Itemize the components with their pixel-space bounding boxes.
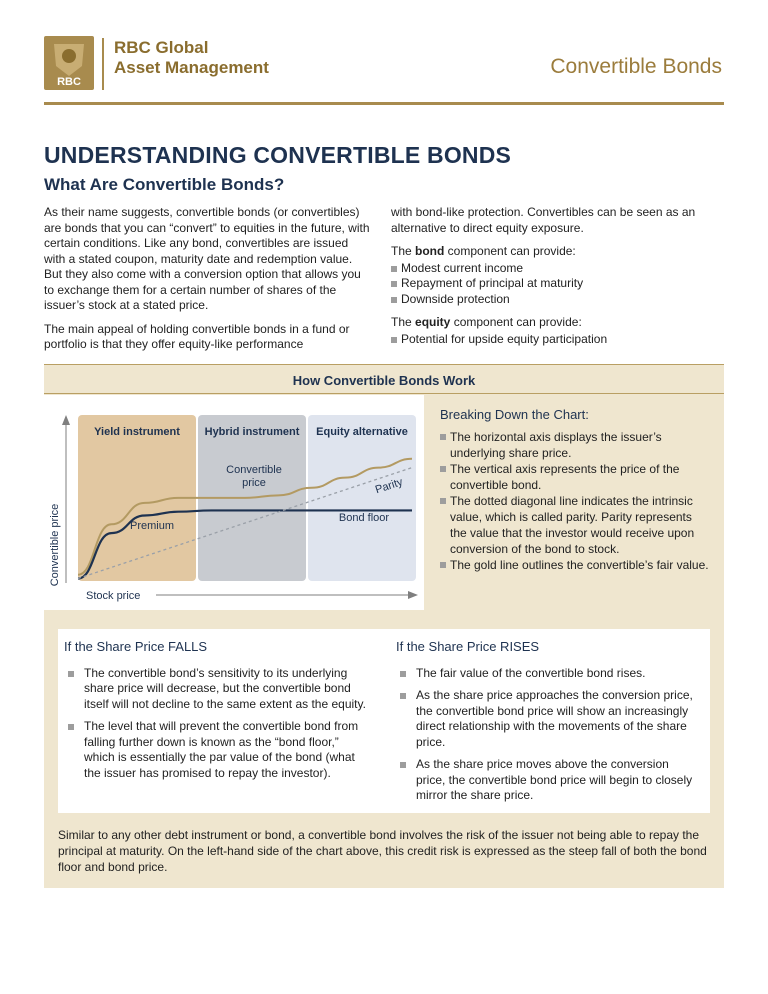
list-item: The convertible bond’s sensitivity to its underlying share price will decrease, but the convertible bond itself will not decline to the same extent as the equity. <box>64 666 369 713</box>
region-equity-alternative <box>308 415 416 581</box>
rbc-logo <box>44 36 94 90</box>
scenarios-box <box>58 629 710 813</box>
annotation-parity: Parity <box>373 476 405 497</box>
annotation-premium: Premium <box>129 520 175 532</box>
chart-breakdown <box>440 407 710 581</box>
share-price-falls <box>64 639 369 789</box>
header <box>0 0 768 106</box>
brand-line-2: Asset Management <box>114 58 269 77</box>
list-item: The horizontal axis displays the issuer’s underlying share price. <box>440 429 710 461</box>
list-item: The dotted diagonal line indicates the intrinsic value, which is called parity. Parity represents the value that the investor would receive upon conversion of the bond to stock. <box>440 493 710 557</box>
rises-list <box>396 666 701 804</box>
rises-title: If the Share Price RISES <box>396 639 540 654</box>
credit-risk-note: Similar to any other debt instrument or bond, a convertible bond involves the risk of the issuer not being able to repay the principal at maturity. On the left-hand side of the chart above, this credit risk is expressed as the steep fall of both the bond floor and bond price. <box>58 828 707 874</box>
list-item: Repayment of principal at maturity <box>391 276 721 292</box>
list-item: The fair value of the convertible bond rises. <box>396 666 701 682</box>
bond-component-intro <box>391 244 721 260</box>
x-axis-label: Stock price <box>86 590 141 602</box>
list-item: As the share price approaches the conversion price, the convertible bond price will show an increasingly direct relationship with the movements of the share price. <box>396 688 701 750</box>
convertible-chart <box>44 395 424 610</box>
list-item: Potential for upside equity participation <box>391 332 721 348</box>
equity-intro-post: component can provide: <box>450 315 582 329</box>
breakdown-list <box>440 429 710 573</box>
equity-benefits-list <box>391 332 721 348</box>
falls-title: If the Share Price FALLS <box>64 639 208 654</box>
intro-paragraph-3: with bond-like protection. Convertibles can be seen as an alternative to direct equity exposure. <box>391 205 696 235</box>
bond-benefits-list <box>391 261 721 308</box>
chart-svg <box>44 395 424 610</box>
list-item: The gold line outlines the convertible’s fair value. <box>440 557 710 573</box>
equity-word: equity <box>415 315 451 329</box>
section-title: What Are Convertible Bonds? <box>44 175 285 194</box>
header-rule <box>44 102 724 105</box>
how-it-works-panel <box>44 364 724 888</box>
region-equity-alternative-label: Equity alternative <box>316 426 408 438</box>
y-axis-arrowhead <box>62 415 70 425</box>
list-item: Modest current income <box>391 261 721 277</box>
list-item: Downside protection <box>391 292 721 308</box>
region-hybrid-instrument-label: Hybrid instrument <box>204 426 300 438</box>
svg-text:RBC: RBC <box>57 76 81 88</box>
intro-paragraph-2: The main appeal of holding convertible bonds in a fund or portfolio is that they offer equity-like performance <box>44 321 350 351</box>
logo-divider <box>102 38 104 90</box>
brand-name <box>114 38 269 78</box>
breakdown-title: Breaking Down the Chart: <box>440 407 589 422</box>
annotation-convertible-price: Convertible price <box>226 464 282 489</box>
y-axis-label: Convertible price <box>49 503 61 587</box>
intro-right-column <box>391 205 721 355</box>
list-item: The level that will prevent the convertible bond from falling further down is known as the “bond floor,” which is essentially the par value of the bond (what the issuer has promised to repay the investor). <box>64 719 369 781</box>
bond-word: bond <box>415 244 445 258</box>
falls-list <box>64 666 369 782</box>
panel-rule <box>44 393 724 394</box>
equity-intro-pre: The <box>391 315 416 329</box>
page-title: UNDERSTANDING CONVERTIBLE BONDS <box>44 142 512 168</box>
brand-line-1: RBC Global <box>114 38 209 57</box>
annotation-bond-floor: Bond floor <box>338 512 390 524</box>
share-price-rises <box>396 639 701 812</box>
intro-paragraph-1: As their name suggests, convertible bonds (or convertibles) are bonds that you can “convert” to equities in the future, with certain conditions. Like any bond, convertibles are issued with a stated coupon, maturity date and redemption value. But they also come with a conversion option that allows you to exchange them for a certain number of shares of the issuer’s stock at a stated price. <box>44 205 370 312</box>
equity-component-intro <box>391 315 721 331</box>
intro-left-column <box>44 205 372 361</box>
bond-intro-pre: The <box>391 244 416 258</box>
bond-intro-post: component can provide: <box>444 244 576 258</box>
region-yield-instrument-label: Yield instrument <box>94 426 180 438</box>
list-item: As the share price moves above the conversion price, the convertible bond price will begin to closely mirror the share price. <box>396 757 701 804</box>
panel-title: How Convertible Bonds Work <box>292 373 476 388</box>
document-title: Convertible Bonds <box>550 55 722 78</box>
list-item: The vertical axis represents the price of the convertible bond. <box>440 461 710 493</box>
x-axis-arrowhead <box>408 591 418 599</box>
